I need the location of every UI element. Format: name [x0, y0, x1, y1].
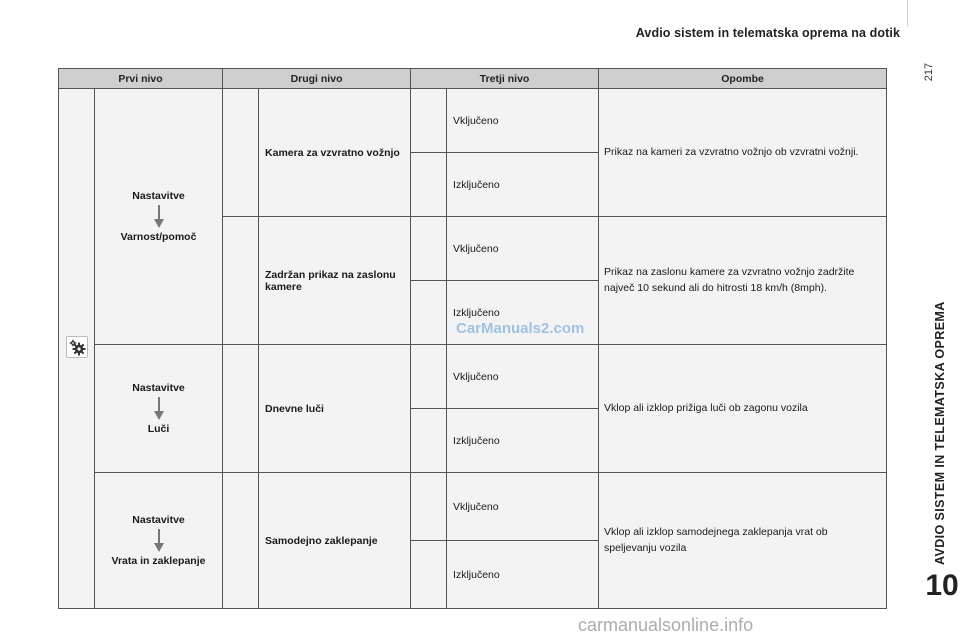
spacer-cell: [411, 409, 447, 473]
option-off: Izključeno: [447, 153, 599, 217]
page-number: 217: [923, 62, 935, 82]
second-level-label: Kamera za vzvratno vožnjo: [259, 89, 411, 217]
spacer-cell: [411, 153, 447, 217]
option-off: Izključeno: [447, 409, 599, 473]
nav-top-label: Nastavitve: [132, 513, 185, 526]
note-text: Vklop ali izklop samodejnega zaklepanja vrat ob speljevanju vozila: [599, 473, 887, 609]
spacer-cell: [411, 541, 447, 609]
column-header: Opombe: [599, 69, 887, 89]
nav-path-cell: [95, 89, 223, 345]
note-text: Prikaz na zaslonu kamere za vzvratno vožnjo zadržite največ 10 sekund ali do hitrosti 18 km/h (8mph).: [599, 217, 887, 345]
second-level-label: Dnevne luči: [259, 345, 411, 473]
nav-top-label: Nastavitve: [132, 189, 185, 202]
nav-bottom-label: Varnost/pomoč: [120, 230, 197, 243]
nav-path-cell: [95, 473, 223, 609]
first-level-icon-cell: [59, 89, 95, 609]
table-header-row: [59, 69, 887, 89]
option-on: Vključeno: [447, 473, 599, 541]
spacer-cell: [411, 217, 447, 281]
nav-path-cell: [95, 345, 223, 473]
spacer-cell: [223, 345, 259, 473]
chapter-number: 10: [925, 569, 959, 602]
table-row: [59, 89, 887, 153]
column-header: Prvi nivo: [59, 69, 223, 89]
spacer-cell: [223, 89, 259, 217]
header-divider: [907, 0, 908, 26]
note-text: Prikaz na kameri za vzvratno vožnjo ob vzvratni vožnji.: [599, 89, 887, 217]
note-text: Vklop ali izklop prižiga luči ob zagonu vozila: [599, 345, 887, 473]
arrow-down-icon: [152, 529, 166, 553]
option-on: Vključeno: [447, 217, 599, 281]
second-level-label: Samodejno zaklepanje: [259, 473, 411, 609]
nav-bottom-label: Luči: [147, 422, 170, 435]
option-off: Izključeno: [447, 541, 599, 609]
watermark-primary: CarManuals2.com: [456, 320, 585, 337]
spacer-cell: [411, 281, 447, 345]
nav-top-label: Nastavitve: [132, 381, 185, 394]
option-off: Izključeno: [447, 281, 599, 345]
option-on: Vključeno: [447, 345, 599, 409]
spacer-cell: [411, 89, 447, 153]
table-row: [59, 473, 887, 541]
spacer-cell: [223, 217, 259, 345]
settings-gear-icon: [66, 336, 88, 358]
watermark-secondary: carmanualsonline.info: [578, 615, 754, 635]
nav-bottom-label: Vrata in zaklepanje: [111, 554, 206, 567]
spacer-cell: [411, 345, 447, 409]
page-header-title: Avdio sistem in telematska oprema na dotik: [635, 26, 900, 40]
arrow-down-icon: [152, 205, 166, 229]
column-header: Drugi nivo: [223, 69, 411, 89]
option-on: Vključeno: [447, 89, 599, 153]
column-header: Tretji nivo: [411, 69, 599, 89]
table-row: [59, 345, 887, 409]
chapter-title: AVDIO SISTEM IN TELEMATSKA OPREMA: [933, 301, 947, 565]
spacer-cell: [411, 473, 447, 541]
arrow-down-icon: [152, 397, 166, 421]
second-level-label: Zadržan prikaz na zaslonu kamere: [259, 217, 411, 345]
settings-table: [58, 68, 887, 609]
spacer-cell: [223, 473, 259, 609]
